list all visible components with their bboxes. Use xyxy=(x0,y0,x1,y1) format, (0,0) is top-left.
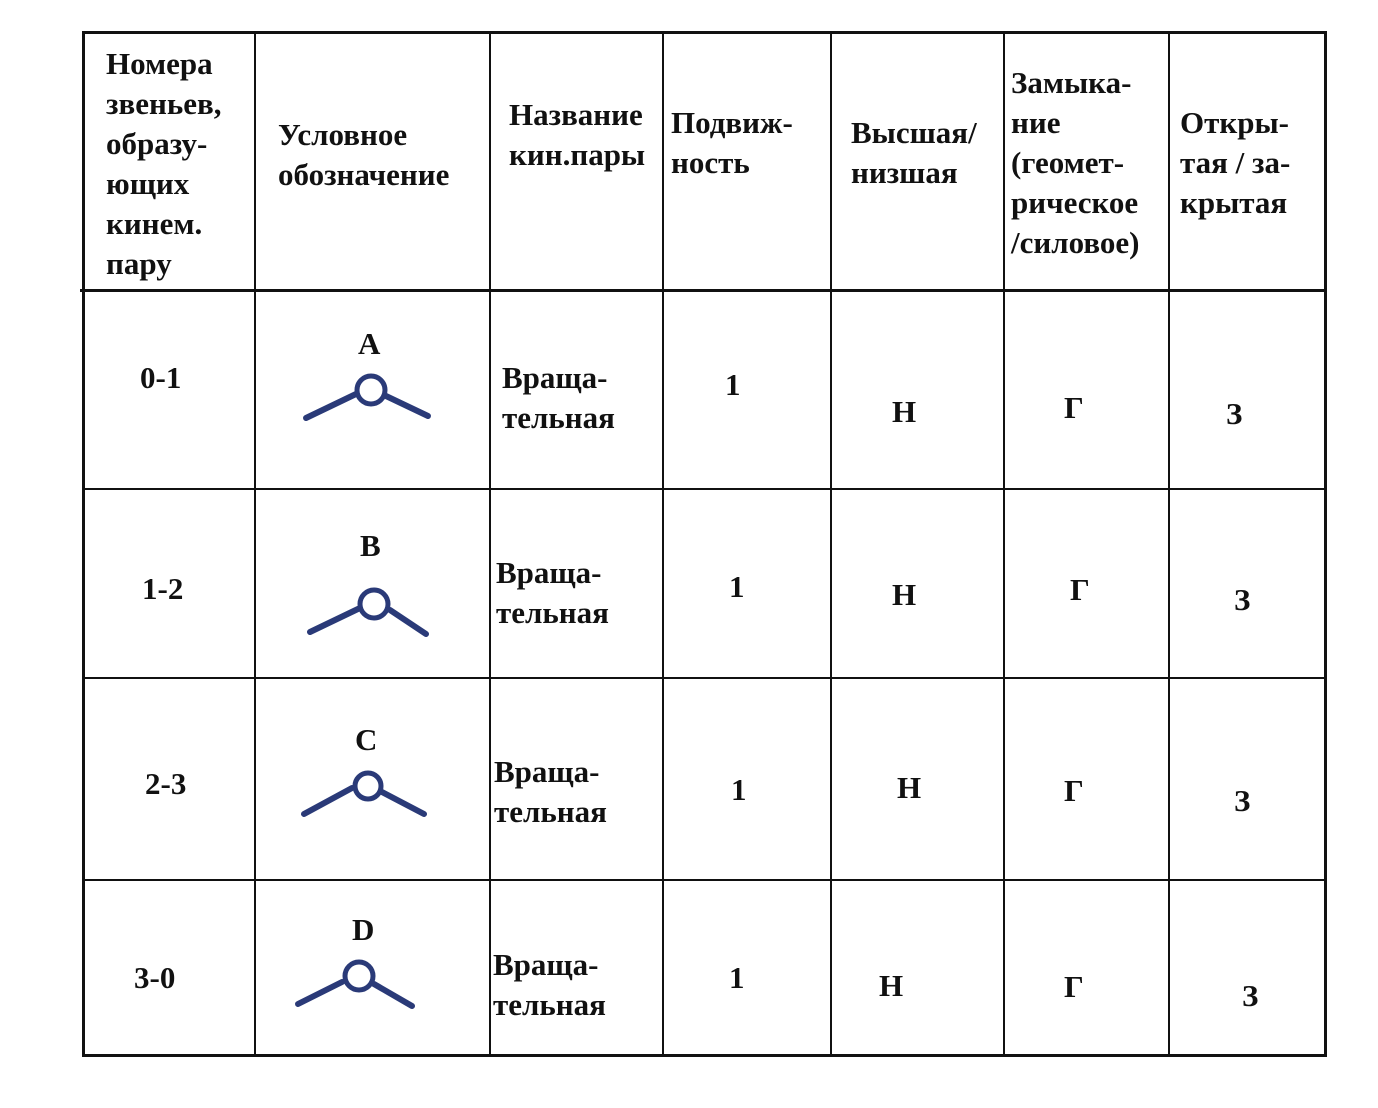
table-border-bottom xyxy=(83,1054,1326,1057)
joint-label: D xyxy=(352,912,375,947)
pair-name-cell: Враща- тельная xyxy=(502,360,615,435)
links-cell: 3-0 xyxy=(134,960,176,995)
mobility-cell: 1 xyxy=(729,960,745,995)
open-closed-cell: З xyxy=(1242,978,1259,1013)
open-closed-cell: З xyxy=(1234,582,1251,617)
header-open-closed: Откры- тая / за- крытая xyxy=(1180,105,1291,220)
header-pair-name: Название кин.пары xyxy=(509,97,646,172)
open-closed-cell: З xyxy=(1226,396,1243,431)
column-separator xyxy=(662,31,664,1057)
class-cell: Н xyxy=(879,968,904,1003)
revolute-joint-icon xyxy=(302,572,452,652)
revolute-joint-icon xyxy=(298,762,448,842)
table-border-left xyxy=(82,31,85,1057)
mobility-cell: 1 xyxy=(731,772,747,807)
class-cell: Н xyxy=(892,577,917,612)
row-separator xyxy=(83,879,1326,881)
header-higher-lower: Высшая/ низшая xyxy=(851,115,977,190)
header-symbol: Условное обозначение xyxy=(278,117,450,192)
closure-cell: Г xyxy=(1064,390,1084,425)
column-separator xyxy=(830,31,832,1057)
class-cell: Н xyxy=(892,394,917,429)
row-separator xyxy=(83,677,1326,679)
revolute-joint-icon xyxy=(298,360,448,440)
pair-name-cell: Враща- тельная xyxy=(494,754,607,829)
header-mobility: Подвиж- ность xyxy=(671,105,793,180)
column-separator xyxy=(489,31,491,1057)
links-cell: 1-2 xyxy=(142,571,184,606)
joint-label: A xyxy=(358,326,381,361)
table-border-right xyxy=(1324,31,1327,1057)
column-separator xyxy=(254,31,256,1057)
column-separator xyxy=(1003,31,1005,1057)
mobility-cell: 1 xyxy=(729,569,745,604)
table-border-top xyxy=(83,31,1326,34)
pair-name-cell: Враща- тельная xyxy=(493,947,606,1022)
closure-cell: Г xyxy=(1064,969,1084,1004)
header-closure: Замыка- ние (геомет- рическое /силовое) xyxy=(1011,65,1140,260)
joint-label: C xyxy=(355,722,378,757)
row-separator xyxy=(83,488,1326,490)
revolute-joint-icon xyxy=(290,952,440,1032)
closure-cell: Г xyxy=(1064,773,1084,808)
class-cell: Н xyxy=(897,770,922,805)
pair-name-cell: Враща- тельная xyxy=(496,555,609,630)
links-cell: 2-3 xyxy=(145,766,187,801)
header-links: Номера звеньев, образу- ющих кинем. пару xyxy=(106,46,222,281)
joint-label: B xyxy=(360,528,381,563)
links-cell: 0-1 xyxy=(140,360,182,395)
header-separator xyxy=(80,289,1326,292)
mobility-cell: 1 xyxy=(725,367,741,402)
open-closed-cell: З xyxy=(1234,783,1251,818)
column-separator xyxy=(1168,31,1170,1057)
closure-cell: Г xyxy=(1070,572,1090,607)
